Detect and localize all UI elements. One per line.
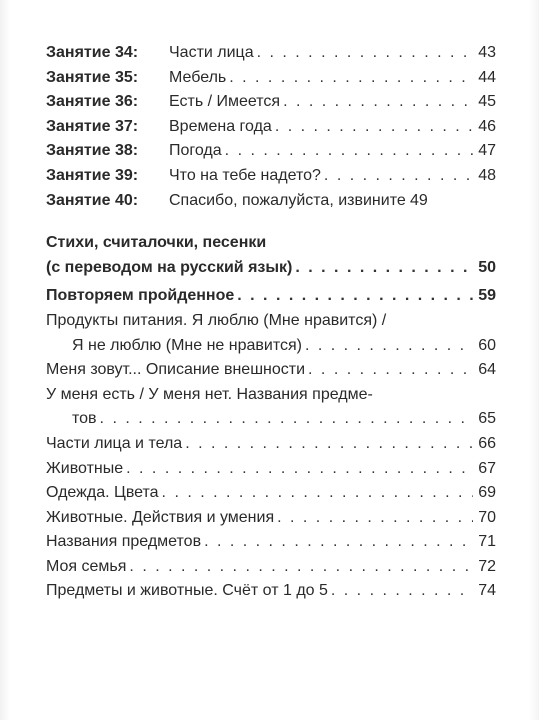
page-number: 49 [409, 191, 428, 209]
page-number: 66 [478, 434, 496, 452]
toc-entry-animals[interactable] [46, 457, 496, 482]
table-of-contents [46, 41, 496, 604]
lesson-title: Есть / Имеется [169, 93, 281, 111]
lesson-number: Занятие 36: [46, 93, 139, 111]
toc-entry-lesson-39[interactable] [46, 164, 496, 189]
page-number: 60 [478, 336, 496, 354]
entry-title: Названия предметов [46, 533, 202, 551]
page-number: 74 [478, 582, 496, 600]
dot-leader [275, 115, 473, 140]
dot-leader [257, 41, 473, 66]
toc-entry-lesson-36[interactable] [46, 90, 496, 115]
toc-entry-lesson-40[interactable] [46, 189, 496, 214]
entry-title: Предметы и животные. Счёт от 1 до 5 [46, 582, 328, 600]
lesson-title: Времена года [169, 117, 272, 135]
section-title: Повторяем пройденное [46, 287, 235, 305]
entry-title: Продукты питания. Я люблю (Мне нравится) / [46, 311, 387, 329]
lesson-number: Занятие 34: [46, 44, 139, 61]
toc-entry-family[interactable] [46, 555, 496, 580]
page-number: 72 [478, 557, 496, 575]
toc-entry-review[interactable] [46, 284, 496, 309]
lesson-title: Спасибо, пожалуйста, извините [169, 191, 406, 209]
lesson-number: Занятие 35: [46, 68, 139, 86]
toc-entry-have-line2[interactable] [46, 407, 496, 432]
page-number: 50 [478, 258, 496, 276]
entry-title: Части лица и тела [46, 434, 183, 452]
entry-title: У меня есть / У меня нет. Названия предме- [46, 385, 373, 403]
toc-entry-clothes-colors[interactable] [46, 481, 496, 506]
page-number: 70 [478, 508, 496, 526]
page-number: 45 [478, 93, 496, 111]
lesson-number: Занятие 40: [46, 191, 139, 209]
toc-entry-poems-line2[interactable] [46, 256, 496, 281]
entry-title: Моя семья [46, 557, 127, 575]
dot-leader [185, 432, 473, 457]
page-number: 71 [478, 533, 496, 551]
page-number: 69 [478, 484, 496, 502]
page-number: 48 [478, 166, 496, 184]
page-number: 43 [478, 44, 496, 61]
toc-entry-lesson-34[interactable] [46, 41, 496, 66]
toc-entry-name-appearance[interactable] [46, 358, 496, 383]
toc-entry-have-line1[interactable] [46, 383, 496, 408]
toc-entry-lesson-38[interactable] [46, 139, 496, 164]
dot-leader [237, 284, 473, 309]
entry-title: Одежда. Цвета [46, 484, 159, 502]
toc-entry-food-line1[interactable] [46, 309, 496, 334]
entry-title: Животные [46, 459, 124, 477]
dot-leader [295, 256, 473, 281]
toc-entry-lesson-37[interactable] [46, 115, 496, 140]
dot-leader [162, 481, 473, 506]
page-number: 65 [478, 410, 496, 428]
dot-leader [324, 164, 473, 189]
page-number: 46 [478, 117, 496, 135]
lesson-title: Части лица [169, 44, 254, 61]
dot-leader [126, 457, 473, 482]
toc-entry-food-line2[interactable] [46, 334, 496, 359]
dot-leader [308, 358, 473, 383]
toc-entry-animals-actions[interactable] [46, 506, 496, 531]
toc-entry-counting[interactable] [46, 579, 496, 604]
page-number: 67 [478, 459, 496, 477]
lesson-title: Что на тебе надето? [169, 166, 321, 184]
dot-leader [129, 555, 473, 580]
lesson-number: Занятие 37: [46, 117, 139, 135]
dot-leader [277, 506, 473, 531]
section-title-continued: (с переводом на русский язык) [46, 258, 293, 276]
section-title: Стихи, считалочки, песенки [46, 234, 267, 252]
lesson-number: Занятие 38: [46, 142, 139, 160]
toc-entry-object-names[interactable] [46, 530, 496, 555]
page-number: 64 [478, 361, 496, 379]
dot-leader [283, 90, 473, 115]
lesson-title: Погода [169, 142, 222, 160]
dot-leader [204, 530, 473, 555]
entry-title: Меня зовут... Описание внешности [46, 361, 306, 379]
page-number: 59 [478, 287, 496, 305]
dot-leader [229, 66, 473, 91]
toc-entry-lesson-35[interactable] [46, 66, 496, 91]
dot-leader [331, 579, 473, 604]
lesson-title: Мебель [169, 68, 227, 86]
entry-title: Животные. Действия и умения [46, 508, 275, 526]
toc-entry-face-body[interactable] [46, 432, 496, 457]
entry-title-continued: Я не люблю (Мне не нравится) [72, 336, 302, 354]
toc-entry-poems-line1[interactable] [46, 231, 496, 256]
page-number: 44 [478, 68, 496, 86]
lesson-number: Занятие 39: [46, 166, 139, 184]
section-spacer [46, 213, 496, 231]
dot-leader [100, 407, 473, 432]
entry-title-continued: тов [72, 410, 97, 428]
page-number: 47 [478, 142, 496, 160]
dot-leader [305, 334, 473, 359]
dot-leader [225, 139, 473, 164]
